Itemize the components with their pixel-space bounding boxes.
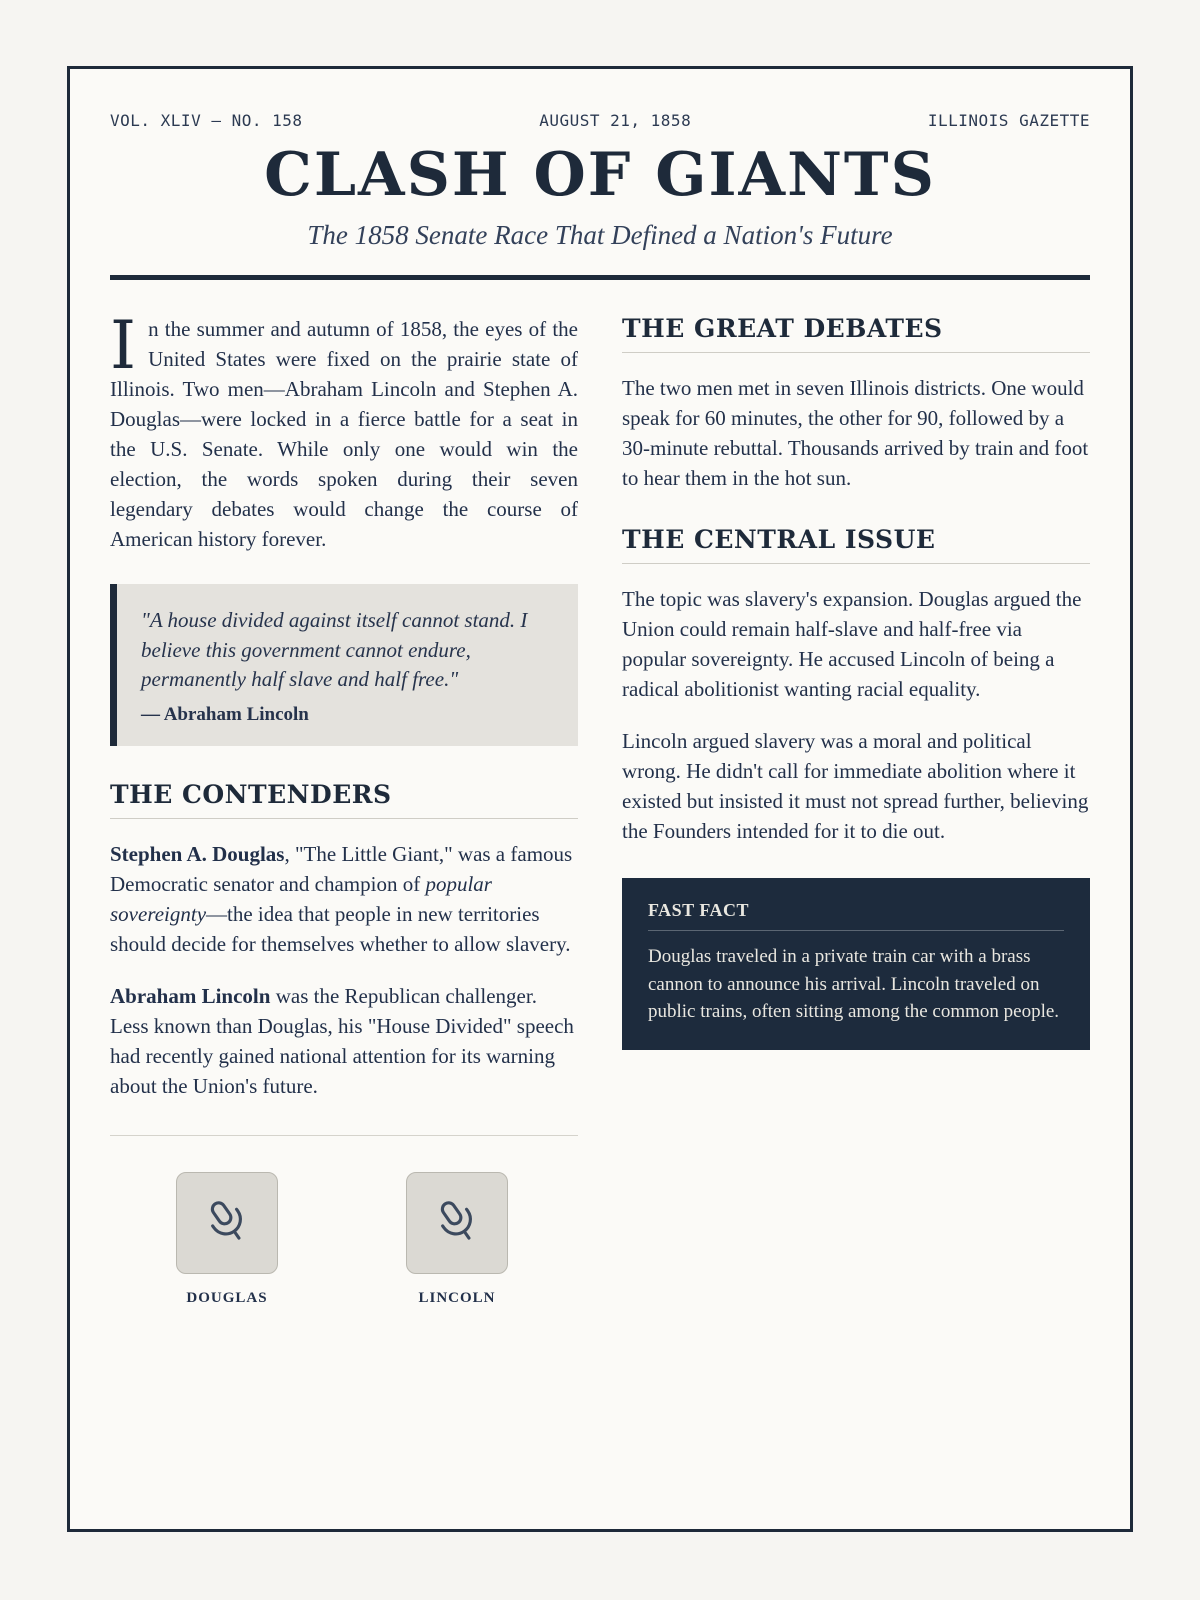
issue-heading: THE CENTRAL ISSUE bbox=[622, 525, 1090, 564]
pull-quote bbox=[110, 584, 578, 746]
debates-heading: THE GREAT DEBATES bbox=[622, 314, 1090, 353]
douglas-text-end: —the idea that people in new territories should decide for themselves whether to allow slavery. bbox=[110, 902, 571, 957]
portraits-divider bbox=[110, 1135, 578, 1136]
fast-fact-heading: FAST FACT bbox=[648, 900, 1064, 931]
masthead-paper-name: ILLINOIS GAZETTE bbox=[927, 111, 1090, 130]
lincoln-paragraph bbox=[110, 981, 578, 1101]
contenders-heading: THE CONTENDERS bbox=[110, 780, 578, 819]
popular-sovereignty-term: popular sovereignty bbox=[110, 872, 492, 927]
intro-paragraph bbox=[110, 307, 578, 554]
quote-attribution: — Abraham Lincoln bbox=[141, 704, 309, 726]
portrait-card bbox=[406, 1172, 508, 1274]
microphone-icon bbox=[202, 1196, 252, 1251]
lincoln-text: was the Republican challenger. Less known than Douglas, his "House Divided" speech had recently gained national attention for its warning about the Union's future. bbox=[110, 984, 574, 1099]
drop-cap: I bbox=[110, 307, 137, 384]
issue-paragraph-2: Lincoln argued slavery was a moral and political wrong. He didn't call for immediate abolition where it existed but insisted it must not spread further, believing the Founders intended for it to die out. bbox=[622, 729, 1089, 844]
microphone-icon bbox=[432, 1196, 482, 1251]
right-column bbox=[622, 314, 1090, 1307]
douglas-name: Stephen A. Douglas bbox=[110, 842, 285, 867]
masthead-volume: VOL. XLIV — NO. 158 bbox=[110, 111, 303, 130]
portrait-label-douglas: DOUGLAS bbox=[186, 1290, 268, 1307]
intro-text: n the summer and autumn of 1858, the eyes of the United States were fixed on the prairie state of Illinois. Two men—Abraham Lincoln and Stephen A. Douglas—were locked in a fierce battle for a seat in the U.S. Senate. While only one would win the election, the words spoken during their seven legendary debates would change the course of American history forever. bbox=[110, 317, 578, 552]
portraits-row bbox=[110, 1172, 578, 1307]
portrait-lincoln bbox=[406, 1172, 508, 1307]
debates-paragraph: The two men met in seven Illinois districts. One would speak for 60 minutes, the other for 90, followed by a 30-minute rebuttal. Thousands arrived by train and foot to hear them in the hot sun. bbox=[622, 376, 1089, 491]
douglas-text-mid: , "The Little Giant," was a famous Democratic senator and champion of bbox=[110, 842, 573, 897]
fast-fact-text: Douglas traveled in a private train car with a brass cannon to announce his arrival. Lincoln traveled on public trains, often sitting among the common people. bbox=[648, 946, 1060, 1023]
page-subtitle: The 1858 Senate Race That Defined a Nation's Future bbox=[307, 220, 893, 250]
portrait-label-lincoln: LINCOLN bbox=[418, 1290, 496, 1307]
quote-text: "A house divided against itself cannot stand. I believe this government cannot endure, permanently half slave and half free." bbox=[141, 608, 528, 691]
issue-paragraph-1: The topic was slavery's expansion. Douglas argued the Union could remain half-slave and half-free via popular sovereignty. He accused Lincoln of being a radical abolitionist wanting racial equality. bbox=[622, 587, 1082, 702]
article-columns bbox=[110, 307, 1090, 1307]
masthead bbox=[110, 111, 1090, 130]
left-column bbox=[110, 307, 578, 1307]
header-divider bbox=[110, 275, 1090, 280]
fast-fact-box bbox=[622, 878, 1090, 1050]
portrait-card bbox=[176, 1172, 278, 1274]
lincoln-name: Abraham Lincoln bbox=[110, 984, 271, 1009]
portrait-douglas bbox=[176, 1172, 278, 1307]
page-title: CLASH OF GIANTS bbox=[264, 140, 936, 210]
douglas-paragraph bbox=[110, 839, 578, 959]
masthead-date: AUGUST 21, 1858 bbox=[539, 111, 692, 130]
newspaper-page bbox=[67, 66, 1133, 1532]
